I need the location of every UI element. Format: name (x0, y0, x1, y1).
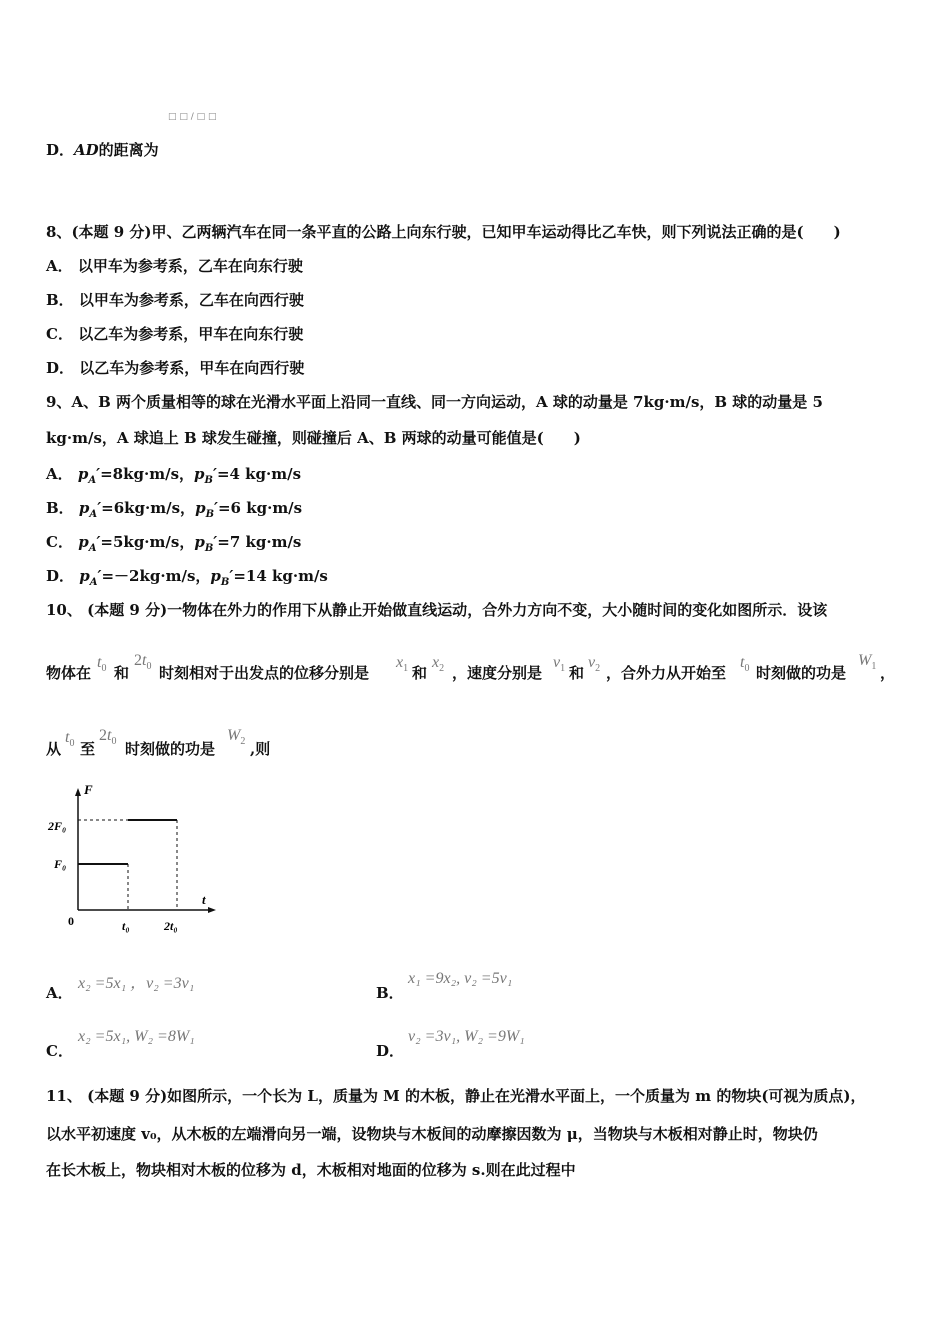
q8-option-b[interactable]: B． 以甲车为参考系，乙车在向西行驶 (46, 291, 304, 309)
origin-label: 0 (68, 914, 74, 928)
q9-stem-line1: 9、A、B 两个质量相等的球在光滑水平面上沿同一直线、同一方向运动，A 球的动量是 7kg·m/s，B 球的动量是 5 (46, 393, 823, 411)
q10-l2-e: ，速度分别是 (452, 664, 543, 682)
option-text: 的距离为 (98, 141, 159, 159)
q11-line2: 以水平初速度 v₀，从木板的左端滑向另一端，设物块与木板间的动摩擦因数为 μ，当物块与木板相对静止时，物块仍 (46, 1125, 818, 1143)
q10-l2-f: 和 (569, 664, 585, 682)
math-x2: $x_2$ (432, 654, 445, 675)
option-label: D． (46, 141, 75, 159)
math-x1: $x_1$ (396, 654, 409, 675)
math-v2: $v_2$ (588, 654, 601, 675)
q10-l2-b: 和 (114, 664, 130, 682)
q10-option-d-formula[interactable]: v₂ =3v₁, W₂ =9W₁ (408, 1028, 525, 1045)
y-axis-arrow (75, 788, 81, 796)
q10-option-a-label[interactable]: A． (46, 984, 73, 1002)
math-t0-b: $t_0$ (740, 654, 750, 675)
math-w2: $W_2$ (227, 727, 246, 748)
q9-option-d[interactable]: D． $p_A'=-2kg\cdot m/s$，$p_B'=14$ kg·m/s (46, 567, 328, 588)
math-w1: $W_1$ (858, 652, 877, 673)
q10-l3-d: ,则 (250, 740, 271, 758)
q8-stem: 8、(本题 9 分)甲、乙两辆汽车在同一条平直的公路上向东行驶，已知甲车运动得比乙车快，则下列说法正确的是( ) (46, 223, 841, 241)
math-2t0: $2t_0$ (134, 652, 152, 673)
q11-line3: 在长木板上，物块相对木板的位移为 d，木板相对地面的位移为 s.则在此过程中 (46, 1161, 576, 1179)
q10-option-b-formula[interactable]: x₁ =9x₂, v₂ =5v₁ (408, 970, 513, 987)
math-v1: $v_1$ (553, 654, 566, 675)
q10-l3-a: 从 (46, 740, 62, 758)
y-tick-f0: F₀ (54, 857, 67, 871)
q8-option-d[interactable]: D． 以乙车为参考系，甲车在向西行驶 (46, 359, 305, 377)
q10-l2-c: 时刻相对于出发点的位移分别是 (159, 664, 370, 682)
var-ad: AD (74, 141, 99, 159)
q10-stem-line1: 10、 (本题 9 分)一物体在外力的作用下从静止开始做直线运动，合外力方向不变，大小随时间的变化如图所示．设该 (46, 601, 828, 619)
math-t0-c: $t_0$ (65, 729, 75, 750)
q10-l2-h: 时刻做的功是 (756, 664, 847, 682)
y-tick-2f0: 2F₀ (48, 819, 67, 833)
x-axis-arrow (208, 907, 216, 913)
q10-option-c-formula[interactable]: x₂ =5x₁, W₂ =8W₁ (78, 1028, 195, 1045)
q9-option-c[interactable]: C． $p_A'=5kg\cdot m/s$，$p_B'=7$ kg·m/s (46, 533, 302, 554)
q8-option-a[interactable]: A． 以甲车为参考系，乙车在向东行驶 (46, 257, 303, 275)
q10-option-a-formula[interactable]: x₂ =5x₁ ，v₂ =3v₁ (78, 975, 195, 992)
q10-l3-c: 时刻做的功是 (125, 740, 216, 758)
q9-option-b[interactable]: B． $p_A'=6kg\cdot m/s$，$p_B'=6$ kg·m/s (46, 499, 303, 520)
x-axis-label: t (202, 892, 206, 907)
q8-option-c[interactable]: C． 以乙车为参考系，甲车在向东行驶 (46, 325, 304, 343)
q10-option-c-label[interactable]: C． (46, 1042, 73, 1060)
formula-glyph-fraction: □ □ / □ □ (168, 112, 217, 122)
q10-l2-i: ， (880, 664, 896, 682)
q10-l2-g: ，合外力从开始至 (606, 664, 727, 682)
q9-stem-line2: kg·m/s，A 球追上 B 球发生碰撞，则碰撞后 A、B 两球的动量可能值是( ) (46, 429, 581, 447)
q10-l2-d: 和 (412, 664, 428, 682)
x-tick-2t0: 2t₀ (164, 919, 178, 933)
y-axis-label: F (84, 782, 93, 797)
q10-option-b-label[interactable]: B． (376, 984, 404, 1002)
q10-option-d-label[interactable]: D． (376, 1042, 405, 1060)
math-2t0-b: $2t_0$ (99, 727, 117, 748)
q9-option-a[interactable]: A． $p_A'=8kg\cdot m/s$，$p_B'=4$ kg·m/s (46, 465, 302, 486)
math-t0: $t_0$ (97, 654, 107, 675)
q11-line1: 11、 (本题 9 分)如图所示，一个长为 L，质量为 M 的木板，静止在光滑水平面上，一个质量为 m 的物块(可视为质点)， (46, 1087, 866, 1105)
q10-l3-b: 至 (80, 740, 96, 758)
x-tick-t0: t₀ (122, 919, 130, 933)
q7-option-d[interactable] (46, 140, 159, 160)
q10-l2-a: 物体在 (46, 664, 92, 682)
force-time-graph (46, 780, 226, 940)
